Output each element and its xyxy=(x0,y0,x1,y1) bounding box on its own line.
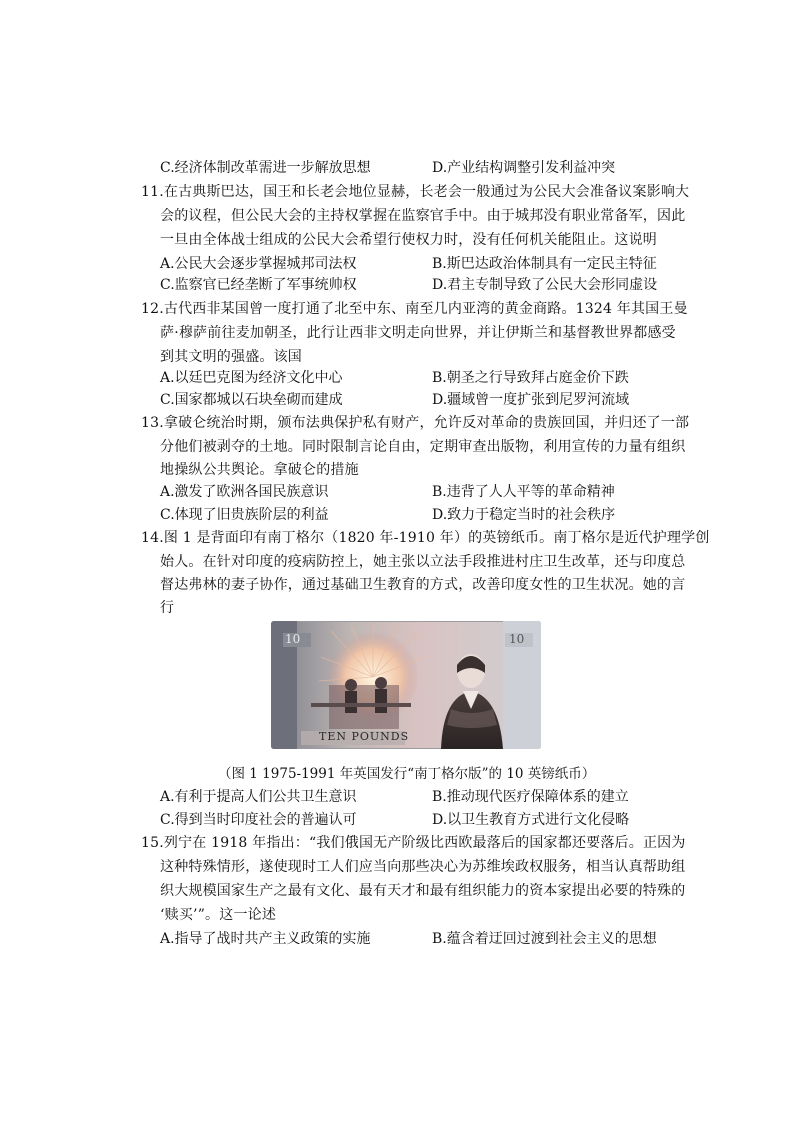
banknote-numeral-right: 10 xyxy=(509,632,525,646)
q15-option-a[interactable]: A.指导了战时共产主义政策的实施 xyxy=(160,931,371,947)
q14-option-a[interactable]: A.有利于提高人们公共卫生意识 xyxy=(160,789,357,805)
q15-stem-line-4: ‘赎买’”。这一论述 xyxy=(160,907,277,923)
q11-option-a[interactable]: A.公民大会逐步掌握城邦司法权 xyxy=(160,256,357,272)
q14-stem-line-3: 督达弗林的妻子协作，通过基础卫生教育的方式，改善印度女性的卫生状况。她的言 xyxy=(160,577,686,593)
q13-stem-line-3: 地操纵公共舆论。拿破仑的措施 xyxy=(160,462,359,478)
q12-option-a[interactable]: A.以廷巴克图为经济文化中心 xyxy=(160,370,343,386)
q14-option-d[interactable]: D.以卫生教育方式进行文化侵略 xyxy=(432,812,630,828)
q11-option-d[interactable]: D.君主专制导致了公民大会形同虚设 xyxy=(432,277,658,293)
q11-stem-line-1: 11.在古典斯巴达，国王和长老会地位显赫，长老会一般通过为公民大会准备议案影响大 xyxy=(141,184,690,200)
q14-stem-line-1: 14.图 1 是背面印有南丁格尔（1820 年-1910 年）的英镑纸币。南丁格尔是近代护理学创 xyxy=(141,530,710,546)
q15-option-b[interactable]: B.蕴含着迂回过渡到社会主义的思想 xyxy=(432,931,657,947)
q11-option-b[interactable]: B.斯巴达政治体制具有一定民主特征 xyxy=(432,256,657,272)
q12-option-b[interactable]: B.朝圣之行导致拜占庭金价下跌 xyxy=(432,370,629,386)
q13-option-d[interactable]: D.致力于稳定当时的社会秩序 xyxy=(432,507,616,523)
q13-stem-line-2: 分他们被剥夺的土地。同时限制言论自由，定期审查出版物，利用宣传的力量有组织 xyxy=(160,439,686,455)
q11-stem-line-3: 一旦由全体战士组成的公民大会希望行使权力时，没有任何机关能阻止。这说明 xyxy=(160,232,657,248)
q12-stem-line-3: 到其文明的强盛。该国 xyxy=(160,349,302,365)
q13-option-a[interactable]: A.激发了欧洲各国民族意识 xyxy=(160,484,329,500)
q10-option-c[interactable]: C.经济体制改革需进一步解放思想 xyxy=(160,160,371,176)
q12-option-c[interactable]: C.国家都城以石块垒砌而建成 xyxy=(160,392,343,408)
figure-1-caption: （图 1 1975-1991 年英国发行“南丁格尔版”的 10 英镑纸币） xyxy=(218,766,596,782)
q15-stem-line-2: 这种特殊情形，遂使现时工人们应当向那些决心为苏维埃政权服务，相当认真帮助组 xyxy=(160,859,686,875)
q10-option-d[interactable]: D.产业结构调整引发利益冲突 xyxy=(432,160,616,176)
banknote-numeral-left: 10 xyxy=(285,632,301,646)
q15-stem-line-3: 织大规模国家生产之最有文化、最有天才和最有组织能力的资本家提出必要的特殊的 xyxy=(160,883,686,899)
q14-stem-line-2: 始人。在针对印度的疫病防控上，她主张以立法手段推进村庄卫生改革，还与印度总 xyxy=(160,554,686,570)
q14-stem-line-4: 行 xyxy=(160,600,175,616)
banknote-denomination-text: TEN POUNDS xyxy=(319,730,410,743)
q11-stem-line-2: 会的议程，但公民大会的主持权掌握在监察官手中。由于城邦没有职业常备军，因此 xyxy=(160,208,686,224)
q12-stem-line-2: 萨·穆萨前往麦加朝圣，此行让西非文明走向世界，并让伊斯兰和基督教世界都感受 xyxy=(160,325,676,341)
banknote-image xyxy=(271,621,541,749)
q13-stem-line-1: 13.拿破仑统治时期，颁布法典保护私有财产，允许反对革命的贵族回国，并归还了一部 xyxy=(141,415,690,431)
q14-option-c[interactable]: C.得到当时印度社会的普遍认可 xyxy=(160,812,357,828)
q14-option-b[interactable]: B.推动现代医疗保障体系的建立 xyxy=(432,789,629,805)
q13-option-b[interactable]: B.违背了人人平等的革命精神 xyxy=(432,484,615,500)
q12-stem-line-1: 12.古代西非某国曾一度打通了北至中东、南至几内亚湾的黄金商路。1324 年其国王曼 xyxy=(141,301,688,317)
q11-option-c[interactable]: C.监察官已经垄断了军事统帅权 xyxy=(160,277,357,293)
q12-option-d[interactable]: D.疆域曾一度扩张到尼罗河流域 xyxy=(432,392,630,408)
q13-option-c[interactable]: C.体现了旧贵族阶层的利益 xyxy=(160,507,329,523)
q15-stem-line-1: 15.列宁在 1918 年指出：“我们俄国无产阶级比西欧最落后的国家都还要落后。正因为 xyxy=(141,835,686,851)
